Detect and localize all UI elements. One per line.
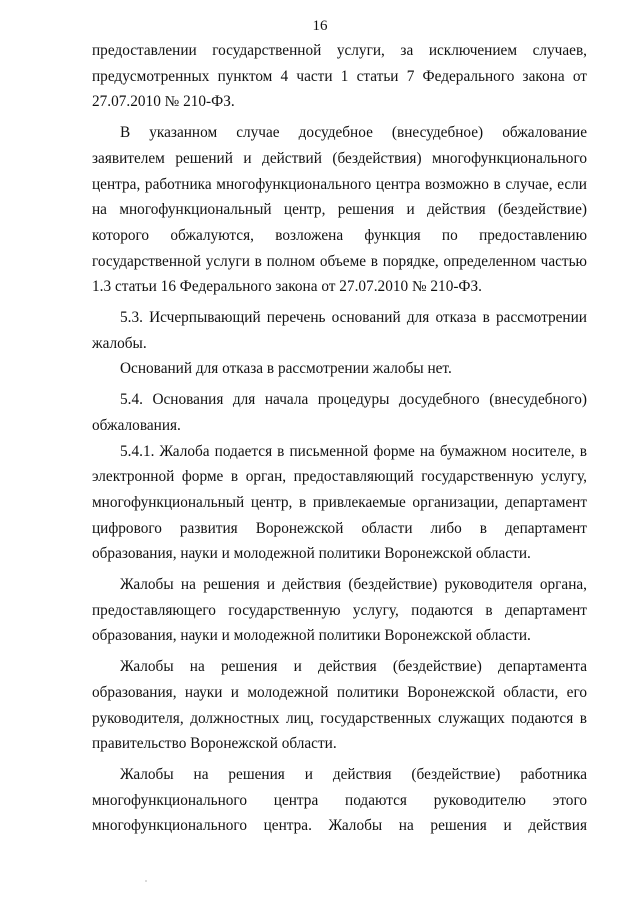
paragraph-complaints-mfc-worker: Жалобы на решения и действия (бездействие) работника многофункционального центра подаются руководителю этого многофункционального центра. Жалобы на решения и действия — [92, 765, 587, 835]
paragraph-intro-continuation: предоставлении государственной услуги, за исключением случаев, предусмотренных пунктом 4 части 1 статьи 7 Федерального закона от 27.07.2010 № 210-ФЗ. — [92, 42, 587, 111]
paragraph-no-grounds-refusal: Оснований для отказа в рассмотрении жалобы нет. — [120, 360, 452, 378]
document-body — [92, 38, 587, 844]
section-heading-5-4: 5.4. Основания для начала процедуры досудебного (внесудебного) обжалования. — [92, 391, 587, 434]
section-heading-5-3: 5.3. Исчерпывающий перечень оснований для отказа в рассмотрении жалобы. — [92, 309, 587, 352]
page-number: 16 — [312, 18, 328, 34]
paragraph-complaints-department: Жалобы на решения и действия (бездействие) департамента образования, науки и молодежной политики Воронежской области, его руководителя, должностных лиц, государственных служащих подаются в правительство Воронежской области. — [92, 658, 587, 753]
paragraph-complaints-head-of-body: Жалобы на решения и действия (бездействие) руководителя органа, предоставляющего государственную услугу, подаются в департамент образования, науки и молодежной политики Воронежской области. — [92, 576, 587, 645]
paragraph-5-4-1-complaint-submission: 5.4.1. Жалоба подается в письменной форме на бумажном носителе, в электронной форме в орган, предоставляющий государственную услугу, многофункциональный центр, в привлекаемые организации, департамент цифрового развития Воронежской области либо в департамент образования, науки и молодежной политики Воронежской области. — [92, 442, 587, 563]
paragraph-mfc-appeal-case: В указанном случае досудебное (внесудебное) обжалование заявителем решений и действий (бездействия) многофункционального центра, работника многофункционального центра возможно в случае, если на многофункциональный центр, решения и действия (бездействие) которого обжалуются, возложена функция по предоставлению государственной услуги в полном объеме в порядке, определенном частью 1.3 статьи 16 Федерального закона от 27.07.2010 № 210-ФЗ. — [92, 124, 587, 296]
scan-artifact — [145, 880, 147, 882]
